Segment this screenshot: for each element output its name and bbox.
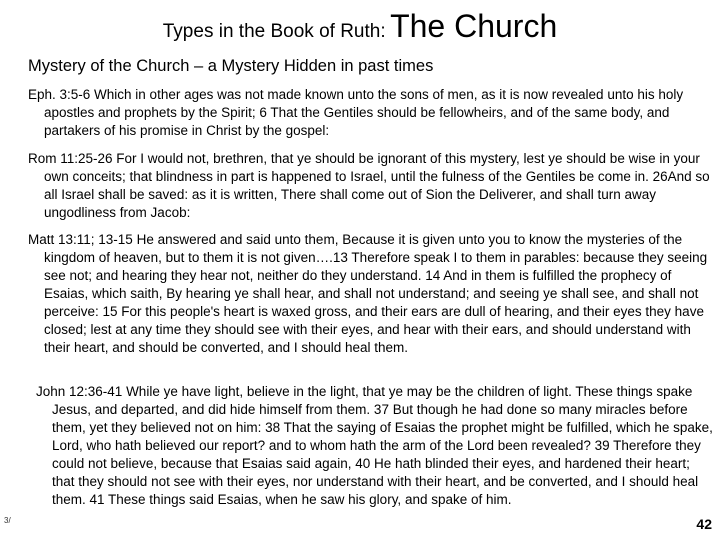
passage-ephesians: Eph. 3:5-6 Which in other ages was not made known unto the sons of men, as it is now revealed unto his holy apostles and prophets by the Spirit; 6 That the Gentiles should be fellowheirs, and of the same body, and partakers of his promise in Christ by the gospel:	[28, 87, 684, 138]
page-number: 42	[696, 516, 712, 532]
passage-matthew: Matt 13:11; 13-15 He answered and said unto them, Because it is given unto you to know the mysteries of the kingdom of heaven, but to them it is not given….13 Therefore speak I to them in parables: because they seeing see not; and hearing they hear not, neither do they understand. 14 And in them is fulfilled the prophecy of Esaias, which saith, By hearing ye shall hear, and shall not understand; and seeing ye shall see, and shall not perceive: 15 For this people's heart is waxed gross, and their ears are dull of hearing, and their eyes they have closed; lest at any time they should see with their eyes, and hear with their ears, and should understand with their heart, and should be converted, and I should heal them.	[28, 232, 708, 355]
slide-subtitle: Mystery of the Church – a Mystery Hidden in past times	[28, 57, 434, 75]
title-prefix: Types in the Book of Ruth:	[162, 21, 386, 42]
footer-date: 3/	[4, 516, 11, 525]
passage-john: John 12:36-41 While ye have light, believe in the light, that ye may be the children of light. These things spake Jesus, and departed, and did hide himself from them. 37 But though he had done so many miracles before them, yet they believed not on him: 38 That the saying of Esaias the prophet might be fulfilled, which he spake, Lord, who hath believed our report? and to whom hath the arm of the Lord been revealed? 39 Therefore they could not believe, because that Esaias said again, 40 He hath blinded their eyes, and hardened their heart; that they should not see with their eyes, nor understand with their heart, and be converted, and I should heal them. 41 These things said Esaias, when he saw his glory, and spake of him.	[36, 384, 713, 507]
passage-romans: Rom 11:25-26 For I would not, brethren, that ye should be ignorant of this mystery, lest ye should be wise in your own conceits; that blindness in part is happened to Israel, until the fulness of the Gentiles be come in. 26And so all Israel shall be saved: as it is written, There shall come out of Sion the Deliverer, and shall turn away ungodliness from Jacob:	[28, 151, 710, 220]
title-main: The Church	[390, 8, 558, 44]
slide-title	[0, 6, 720, 53]
